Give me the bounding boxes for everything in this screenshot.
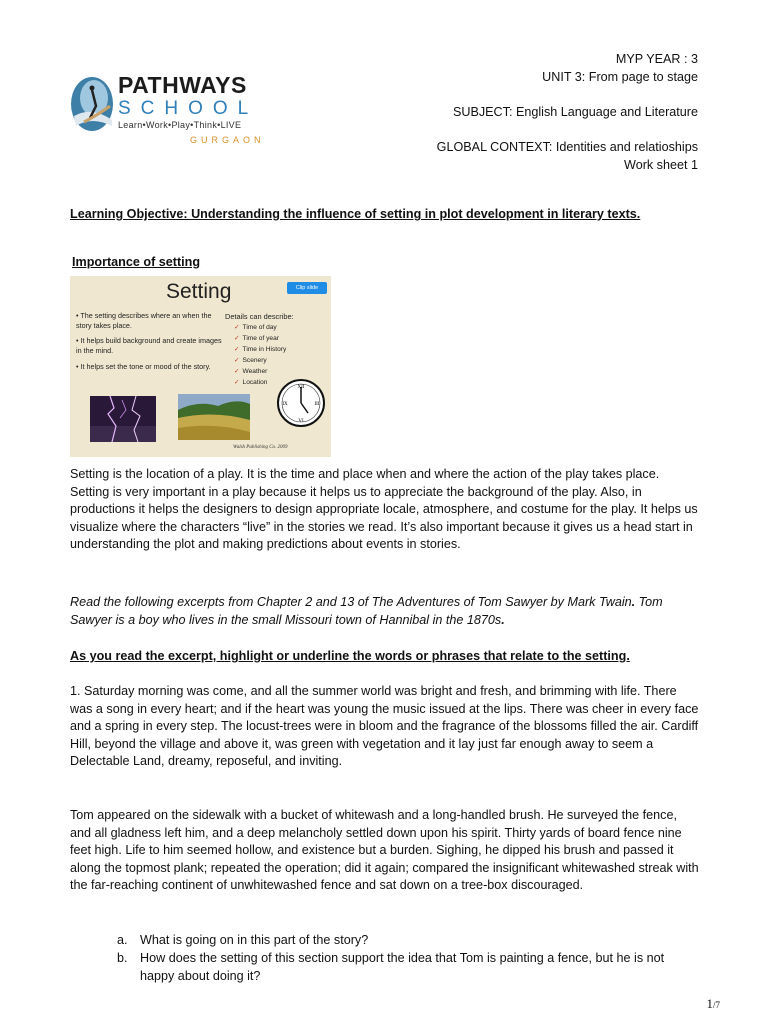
clip-slide-button[interactable]: Clip slide	[287, 282, 327, 294]
lightning-storm-image	[90, 396, 156, 442]
logo-name: PATHWAYS	[118, 72, 247, 98]
slide-detail-item: ✓ Time of day	[234, 324, 277, 331]
excerpt-paragraph-2: Tom appeared on the sidewalk with a bucket of whitewash and a long-handled brush. He surveyed the fence, and all gladness left him, and a deep melancholy settled down upon his spirit. Thirty yards of board fence nine feet high. Life to him seemed hollow, and existence but a burden. Sighing, he dipped his brush and passed it along the topmost plank; repeated the operation; did it again; compared the insignificant whitewashed streak with the far-reaching continent of unwhitewashed fence and sat down on a tree-box discouraged.	[70, 808, 699, 893]
svg-text:XII: XII	[297, 385, 305, 390]
slide-detail-item: ✓ Weather	[234, 368, 268, 375]
svg-text:VI: VI	[298, 419, 304, 424]
worksheet-label: Work sheet 1	[624, 158, 698, 172]
slide-detail-item: ✓ Location	[234, 379, 268, 386]
slide-detail-item: ✓ Scenery	[234, 357, 267, 364]
svg-text:IX: IX	[282, 402, 288, 407]
slide-bullet: • The setting describes where an when the story takes place.	[76, 311, 212, 330]
slide-details-heading: Details can describe:	[225, 312, 294, 321]
surfer-emblem-icon	[70, 76, 114, 132]
section-heading: Importance of setting	[72, 255, 201, 269]
slide-bullet: • It helps set the tone or mood of the story.	[76, 362, 211, 371]
intro-paragraph: Setting is the location of a play. It is the time and place when and where the action of the play takes place. Setting is very important in a play because it helps us to appreciate the background of the play. Also, in productions it helps the designers to design appropriate locale, atmosphere, and costume for the play. It helps us visualize where the characters “live” in the stories we read. It’s also important because it gives us a head start in understanding the plot and making predictions about events in stories.	[70, 467, 698, 552]
unit-title: UNIT 3: From page to stage	[542, 70, 698, 84]
myp-year: MYP YEAR : 3	[615, 52, 698, 66]
question-item: b. How does the setting of this section support the idea that Tom is painting a fence, but he is not happy about doing it?	[117, 951, 665, 983]
global-context: GLOBAL CONTEXT: Identities and relatioships	[436, 140, 698, 154]
learning-objective: Learning Objective: Understanding the influence of setting in plot development in literary texts.	[70, 207, 641, 221]
school-logo	[70, 74, 270, 150]
slide-detail-item: ✓ Time of year	[234, 335, 279, 342]
page-number: 1/7	[706, 996, 720, 1011]
logo-tagline: Learn•Work•Play•Think•LIVE	[118, 120, 242, 130]
slide-title: Setting	[166, 280, 232, 303]
reading-instruction: Read the following excerpts from Chapter 2 and 13 of The Adventures of Tom Sawyer by Mark Twain. Tom Sawyer is a boy who lives in the small Missouri town of Hannibal in the 1870s.	[70, 595, 663, 627]
highlight-instruction: As you read the excerpt, highlight or underline the words or phrases that relate to the setting.	[70, 649, 630, 663]
slide-detail-item: ✓ Time in History	[234, 346, 287, 353]
slide-credit: Walsh Publishing Co. 2009	[233, 445, 288, 450]
slide-bullet: • It helps build background and create images in the mind.	[76, 336, 222, 355]
logo-school: SCHOOL	[118, 98, 259, 119]
clock-icon	[276, 378, 326, 428]
setting-slide-image	[70, 276, 331, 457]
svg-text:III: III	[314, 402, 320, 407]
field-landscape-image	[178, 394, 250, 440]
subject: SUBJECT: English Language and Literature	[452, 105, 698, 119]
logo-city: GURGAON	[190, 135, 265, 145]
excerpt-paragraph-1: 1. Saturday morning was come, and all the summer world was bright and fresh, and brimming with life. There was a song in every heart; and if the heart was young the music issued at the lips. There was cheer in every face and a spring in every step. The locust-trees were in bloom and the fragrance of the blossoms filled the air. Cardiff Hill, beyond the village and above it, was green with vegetation and it lay just far enough away to seem a Delectable Land, dreamy, reposeful, and inviting.	[70, 684, 699, 769]
question-item: a. What is going on in this part of the story?	[117, 933, 369, 947]
